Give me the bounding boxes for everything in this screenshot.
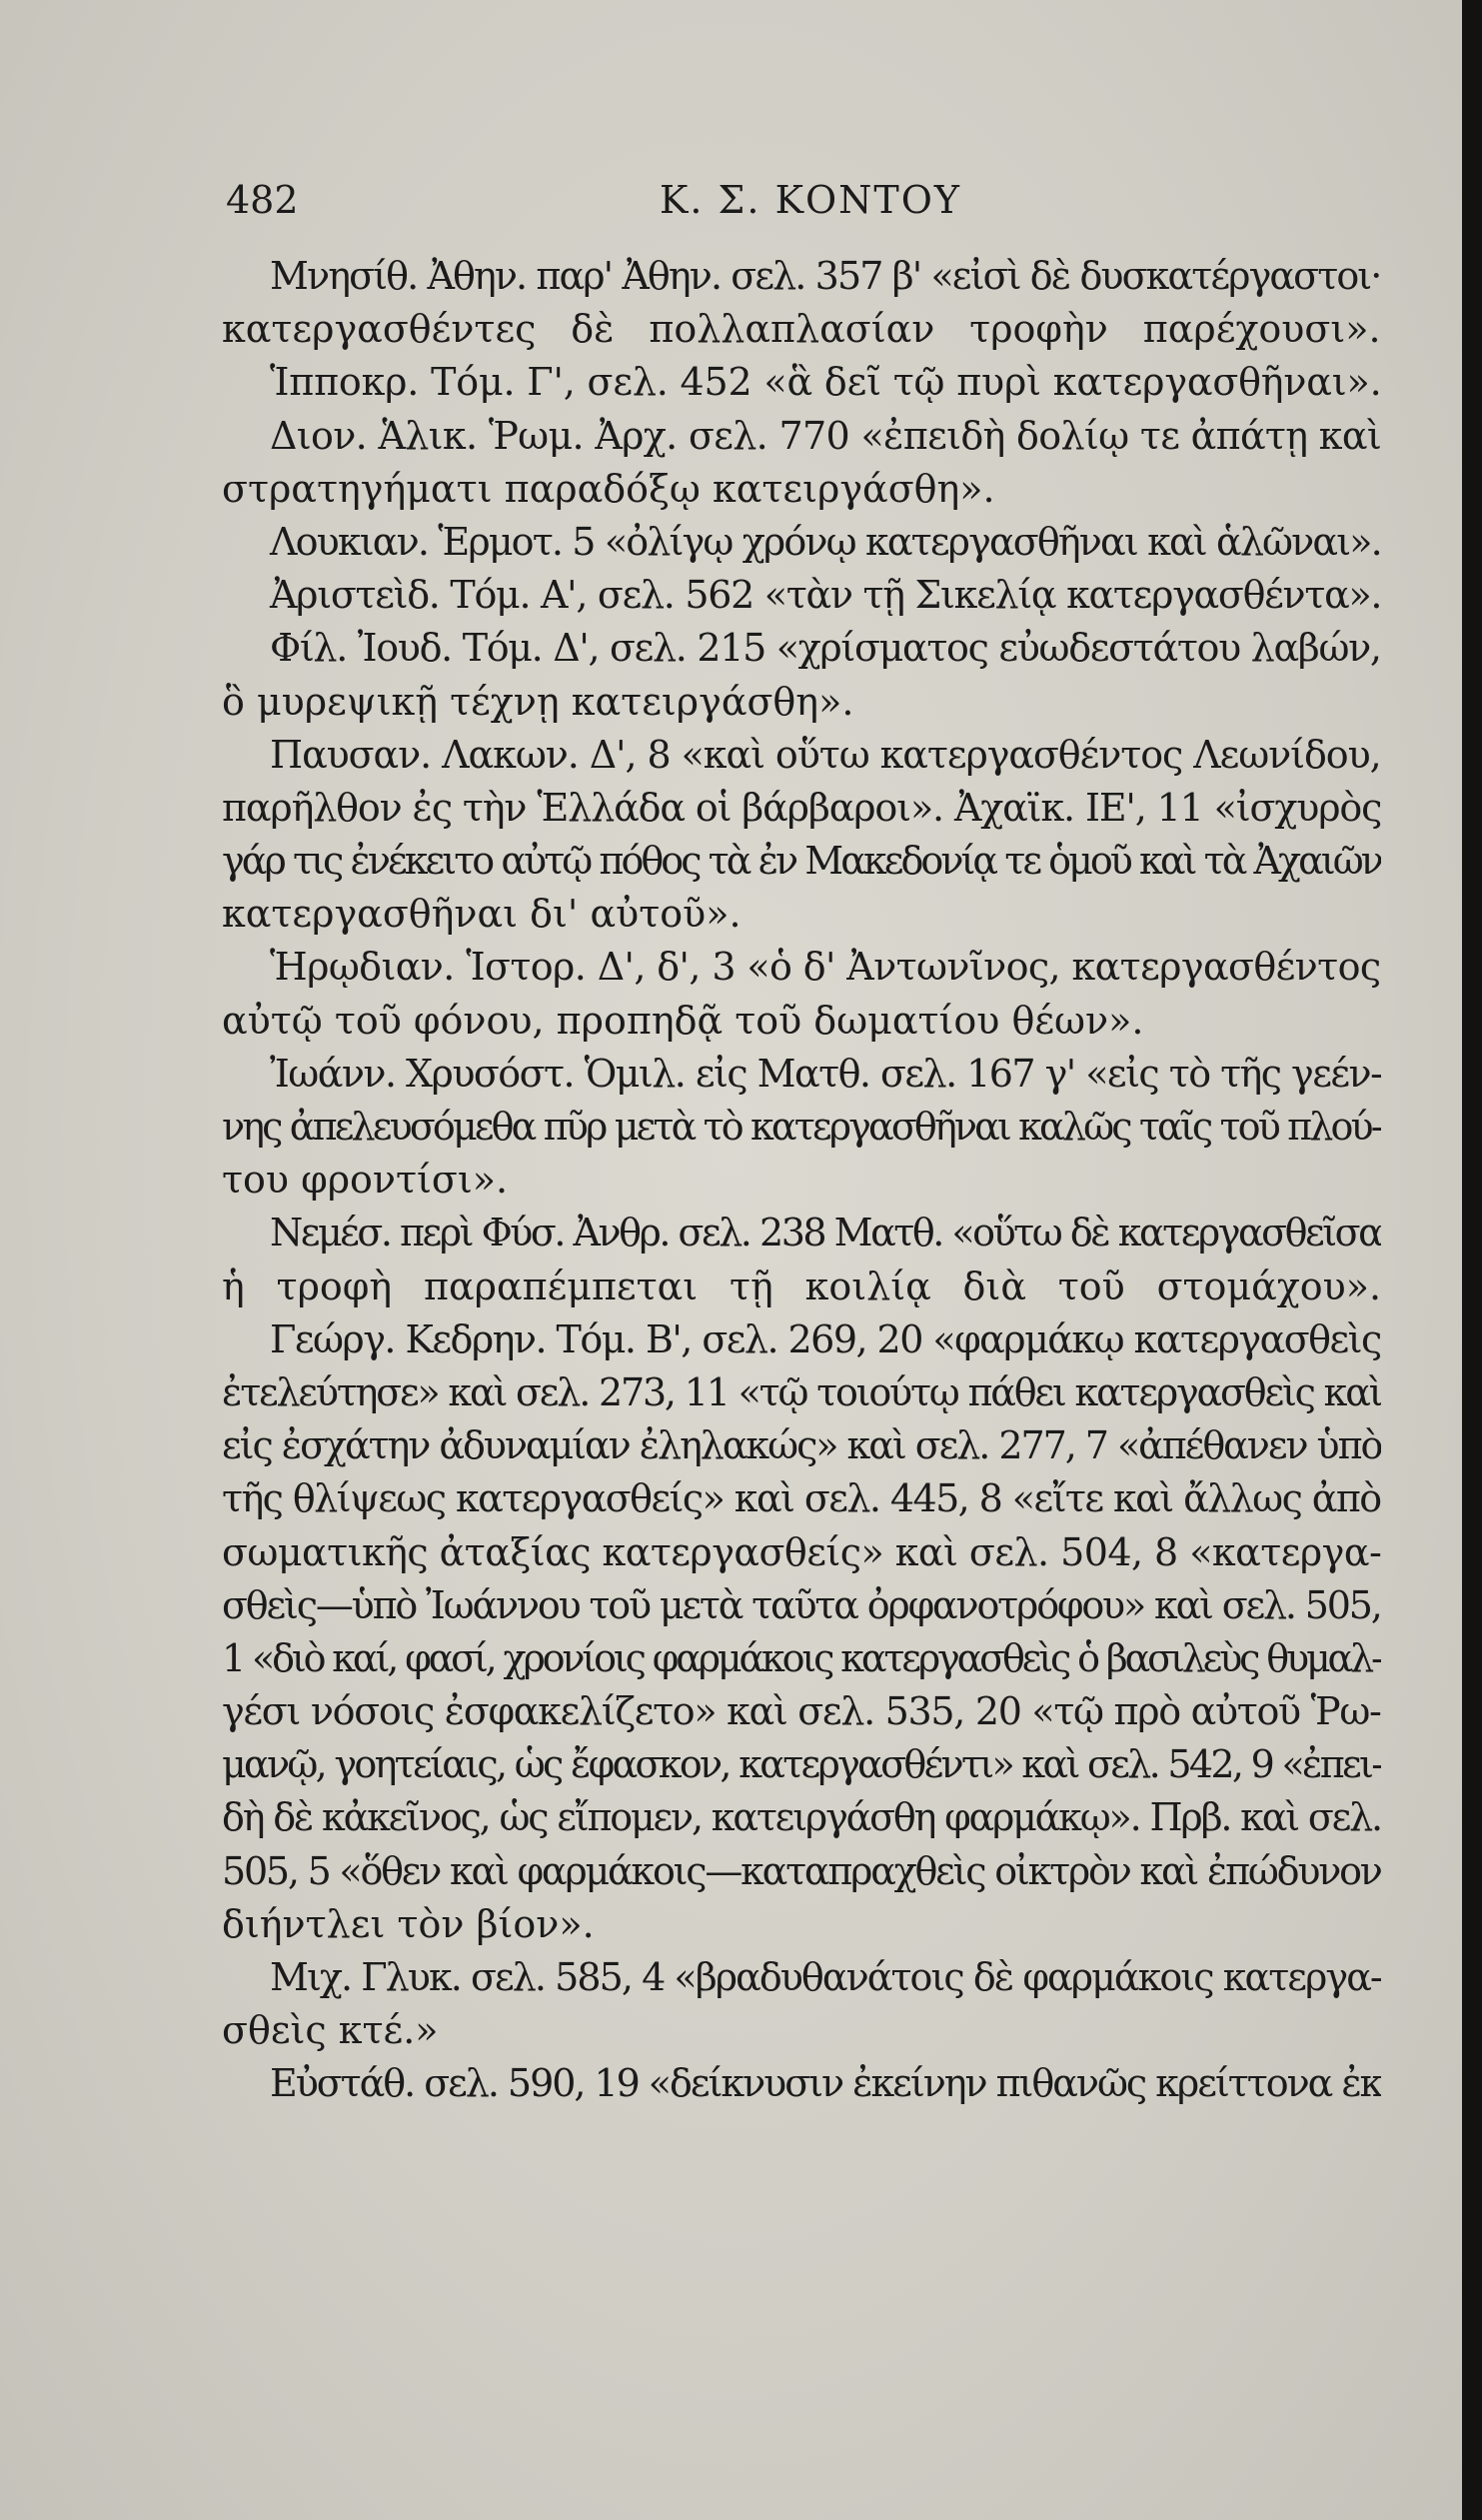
text-line: Ἰωάνν. Χρυσόστ. Ὁμιλ. εἰς Ματθ. σελ. 167 γ' «εἰς τὸ τῆς γεέν-: [270, 1051, 1381, 1096]
text-line: Ἡρῳδιαν. Ἱστορ. Δ', δ', 3 «ὁ δ' Ἀντωνῖνος, κατεργασθέντος: [270, 945, 1381, 990]
text-line: στρατηγήματι παραδόξῳ κατειργάσθη».: [222, 466, 995, 511]
page-header: [0, 178, 1462, 238]
text-line: σθεὶς κτέ.»: [222, 2008, 439, 2053]
text-line: 505, 5 «ὅθεν καὶ φαρμάκοις—καταπραχθεὶς οἰκτρὸν καὶ ἐπώδυνον: [222, 1848, 1381, 1893]
text-line: Μιχ. Γλυκ. σελ. 585, 4 «βραδυθανάτοις δὲ φαρμάκοις κατεργα-: [270, 1955, 1381, 1999]
text-line: διήντλει τὸν βίον».: [222, 1901, 595, 1946]
body-text: [222, 250, 1381, 2111]
text-line: δὴ δὲ κἀκεῖνος, ὡς εἴπομεν, κατειργάσθη φαρμάκῳ». Πρβ. καὶ σελ.: [222, 1795, 1381, 1840]
text-line: Εὐστάθ. σελ. 590, 19 «δείκνυσιν ἐκείνην πιθανῶς κρείττονα ἐκ: [270, 2061, 1381, 2106]
text-line: Μνησίθ. Ἀθην. παρ' Ἀθην. σελ. 357 β' «εἰσὶ δὲ δυσκατέργαστοι·: [270, 254, 1381, 298]
text-line: του φροντίσι».: [222, 1158, 509, 1203]
text-line: μανῷ, γοητείαις, ὡς ἔφασκον, κατεργασθέντι» καὶ σελ. 542, 9 «ἐπει-: [222, 1742, 1381, 1787]
text-line: 1 «διὸ καί, φασί, χρονίοις φαρμάκοις κατεργασθεὶς ὁ βασιλεὺς θυμαλ-: [222, 1635, 1381, 1680]
text-line: γάρ τις ἐνέκειτο αὐτῷ πόθος τὰ ἐν Μακεδονίᾳ τε ὁμοῦ καὶ τὰ Ἀχαιῶν: [222, 839, 1381, 884]
text-line: σθεὶς—ὑπὸ Ἰωάννου τοῦ μετὰ ταῦτα ὀρφανοτρόφου» καὶ σελ. 505,: [222, 1582, 1381, 1627]
text-line: Διον. Ἁλικ. Ῥωμ. Ἀρχ. σελ. 770 «ἐπειδὴ δολίῳ τε ἀπάτῃ καὶ: [270, 413, 1381, 458]
text-line: αὐτῷ τοῦ φόνου, προπηδᾷ τοῦ δωματίου θέων».: [222, 998, 1144, 1043]
text-line: Ἱπποκρ. Τόμ. Γ', σελ. 452 «ἃ δεῖ τῷ πυρὶ κατεργασθῆναι».: [270, 360, 1381, 405]
text-line: γέσι νόσοις ἐσφακελίζετο» καὶ σελ. 535, 20 «τῷ πρὸ αὐτοῦ Ῥω-: [222, 1689, 1381, 1734]
text-line: ὃ μυρεψικῇ τέχνῃ κατειργάσθη».: [222, 679, 854, 724]
text-line: Παυσαν. Λακων. Δ', 8 «καὶ οὕτω κατεργασθέντος Λεωνίδου,: [270, 732, 1381, 777]
text-line: κατεργασθῆναι δι' αὐτοῦ».: [222, 892, 741, 937]
text-line: ἡ τροφὴ παραπέμπεται τῇ κοιλίᾳ διὰ τοῦ στομάχου».: [222, 1263, 1381, 1308]
text-line: ἐτελεύτησε» καὶ σελ. 273, 11 «τῷ τοιούτῳ πάθει κατεργασθεὶς καὶ: [222, 1369, 1381, 1414]
text-line: νης ἀπελευσόμεθα πῦρ μετὰ τὸ κατεργασθῆναι καλῶς ταῖς τοῦ πλού-: [222, 1105, 1381, 1149]
text-line: τῆς θλίψεως κατεργασθείς» καὶ σελ. 445, 8 «εἴτε καὶ ἄλλως ἀπὸ: [222, 1476, 1381, 1521]
text-line: Ἀριστεὶδ. Τόμ. Α', σελ. 562 «τὰν τῇ Σικελίᾳ κατεργασθέντα».: [270, 573, 1381, 618]
text-line: Λουκιαν. Ἑρμοτ. 5 «ὀλίγῳ χρόνῳ κατεργασθῆναι καὶ ἁλῶναι».: [270, 519, 1381, 564]
text-line: σωματικῆς ἀταξίας κατεργασθείς» καὶ σελ. 504, 8 «κατεργα-: [222, 1529, 1381, 1574]
page-number: 482: [226, 178, 299, 222]
running-head: Κ. Σ. ΚΟΝΤΟΥ: [660, 178, 961, 222]
page-edge-shadow: [1462, 0, 1482, 2520]
text-line: κατεργασθέντες δὲ πολλαπλασίαν τροφὴν παρέχουσι».: [222, 307, 1381, 352]
text-line: Φίλ. Ἰουδ. Τόμ. Δ', σελ. 215 «χρίσματος εὐωδεστάτου λαβών,: [270, 626, 1381, 671]
text-line: Νεμέσ. περὶ Φύσ. Ἀνθρ. σελ. 238 Ματθ. «οὕτω δὲ κατεργασθεῖσα: [270, 1211, 1381, 1256]
text-line: εἰς ἐσχάτην ἀδυναμίαν ἐληλακώς» καὶ σελ. 277, 7 «ἀπέθανεν ὑπὸ: [222, 1423, 1381, 1468]
text-line: παρῆλθον ἐς τὴν Ἑλλάδα οἱ βάρβαροι». Ἀχαϊκ. ΙΕ', 11 «ἰσχυρὸς: [222, 785, 1381, 830]
text-line: Γεώργ. Κεδρην. Τόμ. Β', σελ. 269, 20 «φαρμάκῳ κατεργασθεὶς: [270, 1316, 1381, 1361]
